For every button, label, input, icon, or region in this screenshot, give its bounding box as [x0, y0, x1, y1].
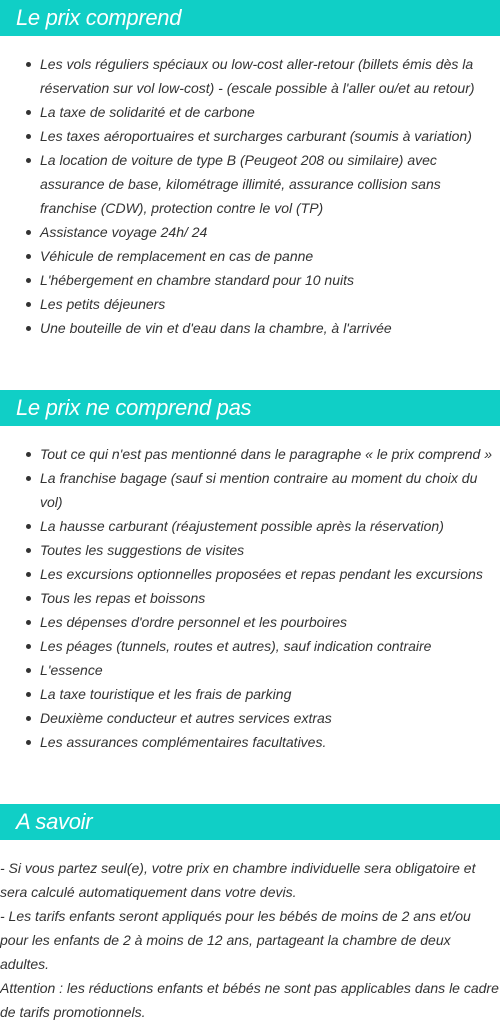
list-item: Assistance voyage 24h/ 24 — [22, 220, 492, 244]
list-item: Les assurances complémentaires facultatives. — [22, 730, 492, 754]
excluded-section-header — [0, 390, 500, 426]
included-section-header — [0, 0, 500, 36]
good-to-know-notes — [0, 856, 500, 1024]
note-paragraph: - Si vous partez seul(e), votre prix en chambre individuelle sera obligatoire et sera calculé automatiquement dans votre devis. — [0, 860, 476, 900]
list-item: La location de voiture de type B (Peugeot 208 ou similaire) avec assurance de base, kilométrage illimité, assurance collision sans franchise (CDW), protection contre le vol (TP) — [22, 148, 492, 220]
list-item: Les excursions optionnelles proposées et repas pendant les excursions — [22, 562, 492, 586]
list-item: Les dépenses d'ordre personnel et les pourboires — [22, 610, 492, 634]
list-item: Véhicule de remplacement en cas de panne — [22, 244, 492, 268]
list-item: L'hébergement en chambre standard pour 10 nuits — [22, 268, 492, 292]
list-item: La taxe de solidarité et de carbone — [22, 100, 492, 124]
list-item: Les péages (tunnels, routes et autres), sauf indication contraire — [22, 634, 492, 658]
list-item: La taxe touristique et les frais de parking — [22, 682, 492, 706]
excluded-list — [0, 442, 500, 754]
list-item: Les taxes aéroportuaires et surcharges carburant (soumis à variation) — [22, 124, 492, 148]
list-item: Tout ce qui n'est pas mentionné dans le paragraphe « le prix comprend » — [22, 442, 492, 466]
note-paragraph: - Les tarifs enfants seront appliqués pour les bébés de moins de 2 ans et/ou pour les enfants de 2 à moins de 12 ans, partageant la chambre de deux adultes. — [0, 908, 471, 972]
list-item: Les petits déjeuners — [22, 292, 492, 316]
included-list — [0, 52, 500, 340]
excluded-section-title: Le prix ne comprend pas — [16, 395, 252, 420]
list-item: Les vols réguliers spéciaux ou low-cost aller-retour (billets émis dès la réservation sur vol low-cost) - (escale possible à l'aller ou/et au retour) — [22, 52, 492, 100]
good-to-know-section-title: A savoir — [16, 809, 93, 834]
list-item: La franchise bagage (sauf si mention contraire au moment du choix du vol) — [22, 466, 492, 514]
list-item: Tous les repas et boissons — [22, 586, 492, 610]
list-item: La hausse carburant (réajustement possible après la réservation) — [22, 514, 492, 538]
good-to-know-section-header — [0, 804, 500, 840]
note-paragraph: Attention : les réductions enfants et bébés ne sont pas applicables dans le cadre de tarifs promotionnels. — [0, 980, 499, 1020]
list-item: Toutes les suggestions de visites — [22, 538, 492, 562]
list-item: Une bouteille de vin et d'eau dans la chambre, à l'arrivée — [22, 316, 492, 340]
list-item: L'essence — [22, 658, 492, 682]
list-item: Deuxième conducteur et autres services extras — [22, 706, 492, 730]
included-section-title: Le prix comprend — [16, 5, 182, 30]
